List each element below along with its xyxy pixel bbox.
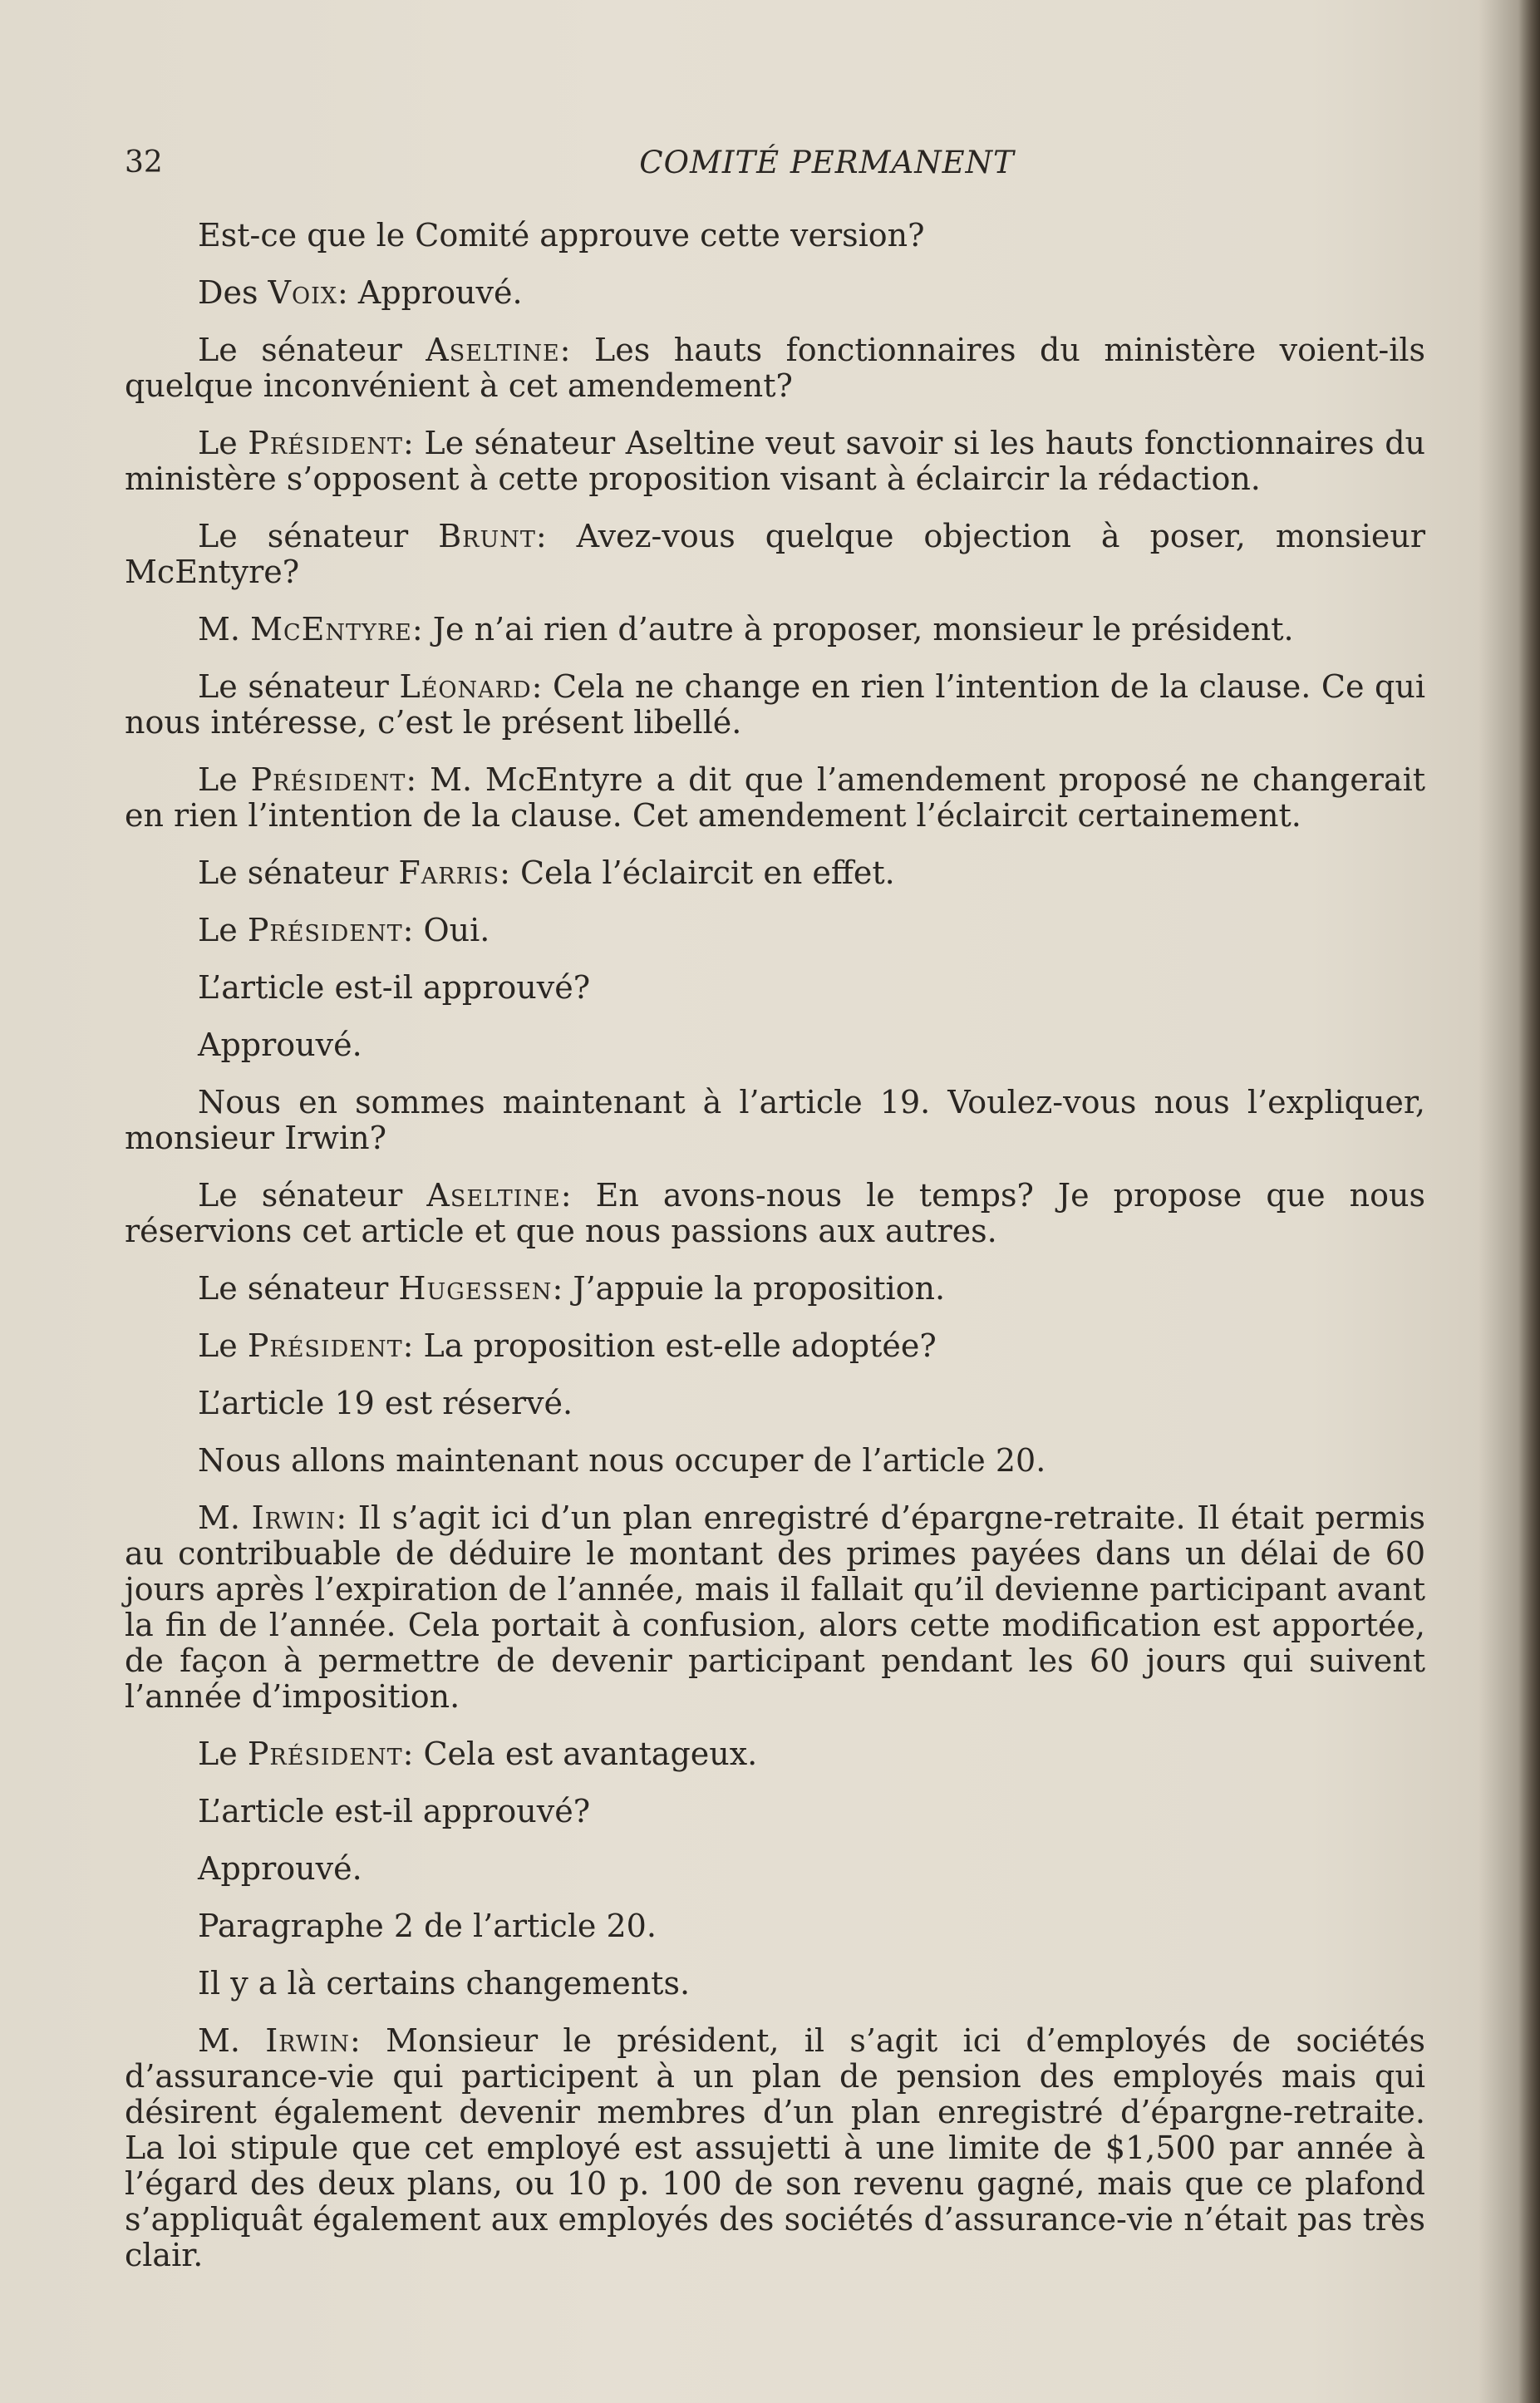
paragraph-prefix: Le	[198, 1736, 248, 1772]
paragraph	[125, 218, 1425, 254]
paragraph-text: Il s’agit ici d’un plan enregistré d’épargne-retraite. Il était permis au contribuable de déduire le montant des primes payées dans un délai de 60 jours après l’expiration de l’année, mais il fallait qu’il devienne participant avant la fin de l’année. Cela portait à confusion, alors cette modification est apportée, de façon à permettre de devenir participant pendant les 60 jours qui suivent l’année d’imposition.	[125, 1499, 1425, 1715]
speaker-name: Président	[247, 1327, 403, 1364]
speaker-colon: :	[402, 912, 414, 948]
speaker-name: Voix	[268, 274, 338, 311]
speaker-colon: :	[403, 425, 414, 461]
paragraph	[125, 1736, 1425, 1772]
paragraph-prefix: Le sénateur	[198, 518, 439, 554]
paragraph	[125, 1443, 1425, 1479]
paragraph	[125, 970, 1425, 1006]
paragraph-text: Cela ne change en rien l’intention de la clause. Ce qui nous intéresse, c’est le présent libellé.	[125, 668, 1425, 741]
speaker-colon: :	[552, 1270, 563, 1307]
speaker-name: Irwin	[265, 2022, 351, 2059]
running-title: COMITÉ PERMANENT	[639, 145, 1015, 180]
paragraph-text: L’article 19 est réservé.	[198, 1385, 573, 1421]
paragraph-prefix: Le	[198, 1327, 248, 1364]
paragraph	[125, 669, 1425, 741]
paragraph	[125, 332, 1425, 404]
paragraph-prefix: Le	[198, 761, 251, 798]
paragraph-text: Paragraphe 2 de l’article 20.	[198, 1908, 657, 1944]
paragraph-text: La proposition est-elle adoptée?	[413, 1327, 937, 1364]
speaker-colon: :	[406, 761, 417, 798]
paragraph	[125, 1794, 1425, 1829]
speaker-colon: :	[350, 2022, 361, 2059]
paragraph-text: Cela l’éclaircit en effet.	[509, 854, 895, 891]
paragraph	[125, 1966, 1425, 2002]
paragraph	[125, 762, 1425, 834]
paragraph	[125, 1851, 1425, 1887]
speaker-name: Président	[250, 761, 406, 798]
paragraph-text: Oui.	[413, 912, 490, 948]
paragraph-text: Nous allons maintenant nous occuper de l’article 20.	[198, 1442, 1046, 1479]
paragraph	[125, 1500, 1425, 1715]
paragraph-text: Cela est avantageux.	[413, 1736, 758, 1772]
paragraph	[125, 1271, 1425, 1307]
speaker-name: Farris	[398, 854, 500, 891]
speaker-name: Irwin	[251, 1499, 337, 1536]
speaker-colon: :	[336, 1499, 347, 1536]
speaker-name: Président	[248, 425, 404, 461]
speaker-name: Président	[247, 912, 403, 948]
paragraph	[125, 612, 1425, 648]
paragraph	[125, 519, 1425, 590]
speaker-name: Aseltine	[426, 1177, 561, 1214]
speaker-colon: :	[337, 274, 348, 311]
paragraph	[125, 1085, 1425, 1156]
document-body	[125, 218, 1425, 2295]
paragraph	[125, 275, 1425, 311]
paragraph-text: Approuvé.	[347, 274, 523, 311]
paragraph	[125, 1386, 1425, 1421]
speaker-name: Président	[247, 1736, 403, 1772]
paragraph-prefix: Des	[198, 274, 268, 311]
speaker-name: Brunt	[438, 518, 536, 554]
paragraph-prefix: Le	[198, 425, 248, 461]
paragraph-text: Le sénateur Aseltine veut savoir si les hauts fonctionnaires du ministère s’opposent à cette proposition visant à éclaircir la rédaction.	[125, 425, 1425, 497]
paragraph	[125, 855, 1425, 891]
paragraph-text: En avons-nous le temps? Je propose que nous réservions cet article et que nous passions aux autres.	[125, 1177, 1425, 1249]
paragraph	[125, 1328, 1425, 1364]
speaker-colon: :	[499, 854, 510, 891]
speaker-name: Aseltine	[426, 332, 560, 368]
speaker-name: McEntyre	[250, 611, 412, 648]
paragraph-prefix: Le	[198, 912, 248, 948]
paragraph-text: M. McEntyre a dit que l’amendement proposé ne changerait en rien l’intention de la clause. Cet amendement l’éclaircit certainement.	[125, 761, 1425, 834]
speaker-colon: :	[535, 518, 547, 554]
paragraph-text: L’article est-il approuvé?	[198, 969, 591, 1006]
paragraph	[125, 913, 1425, 948]
paragraph	[125, 1178, 1425, 1249]
paragraph-text: Il y a là certains changements.	[198, 1965, 691, 2002]
speaker-colon: :	[560, 1177, 572, 1214]
paragraph	[125, 1027, 1425, 1063]
paragraph-text: Approuvé.	[198, 1850, 362, 1887]
paragraph-prefix: Le sénateur	[198, 1270, 399, 1307]
paragraph-prefix: M.	[198, 611, 251, 648]
page-edge-shadow	[1518, 0, 1540, 2403]
page-number: 32	[125, 145, 163, 180]
paragraph	[125, 1908, 1425, 1944]
paragraph	[125, 2023, 1425, 2273]
paragraph-text: Les hauts fonctionnaires du ministère voient-ils quelque inconvénient à cet amendement?	[125, 332, 1425, 404]
paragraph-text: Est-ce que le Comité approuve cette version?	[198, 217, 925, 254]
paragraph-prefix: M.	[198, 2022, 266, 2059]
paragraph-text: Je n’ai rien d’autre à proposer, monsieur le président.	[422, 611, 1294, 648]
paragraph-prefix: Le sénateur	[198, 1177, 427, 1214]
paragraph-prefix: M.	[198, 1499, 252, 1536]
paragraph-prefix: Le sénateur	[198, 668, 400, 705]
paragraph-text: Approuvé.	[198, 1027, 362, 1063]
speaker-colon: :	[531, 668, 543, 705]
speaker-name: Hugessen	[398, 1270, 553, 1307]
speaker-colon: :	[559, 332, 571, 368]
paragraph-text: J’appuie la proposition.	[563, 1270, 946, 1307]
paragraph-text: L’article est-il approuvé?	[198, 1793, 591, 1829]
page-header	[125, 143, 1429, 183]
speaker-colon: :	[411, 611, 423, 648]
speaker-colon: :	[402, 1736, 414, 1772]
paragraph	[125, 426, 1425, 497]
paragraph-prefix: Le sénateur	[198, 854, 399, 891]
paragraph-text: Avez-vous quelque objection à poser, monsieur McEntyre?	[125, 518, 1425, 590]
speaker-colon: :	[402, 1327, 414, 1364]
paragraph-text: Monsieur le président, il s’agit ici d’employés de sociétés d’assurance-vie qui participent à un plan de pension des employés mais qui désirent également devenir membres d’un plan enregistré d’épargne-retraite. La loi stipule que cet employé est assujetti à une limite de $1,500 par année à l’égard des deux plans, ou 10 p. 100 de son revenu gagné, mais que ce plafond s’appliquât également aux employés des sociétés d’assurance-vie n’était pas très clair.	[125, 2022, 1425, 2273]
paragraph-text: Nous en sommes maintenant à l’article 19. Voulez-vous nous l’expliquer, monsieur Irwin?	[125, 1084, 1425, 1156]
paragraph-prefix: Le sénateur	[198, 332, 426, 368]
speaker-name: Léonard	[399, 668, 532, 705]
